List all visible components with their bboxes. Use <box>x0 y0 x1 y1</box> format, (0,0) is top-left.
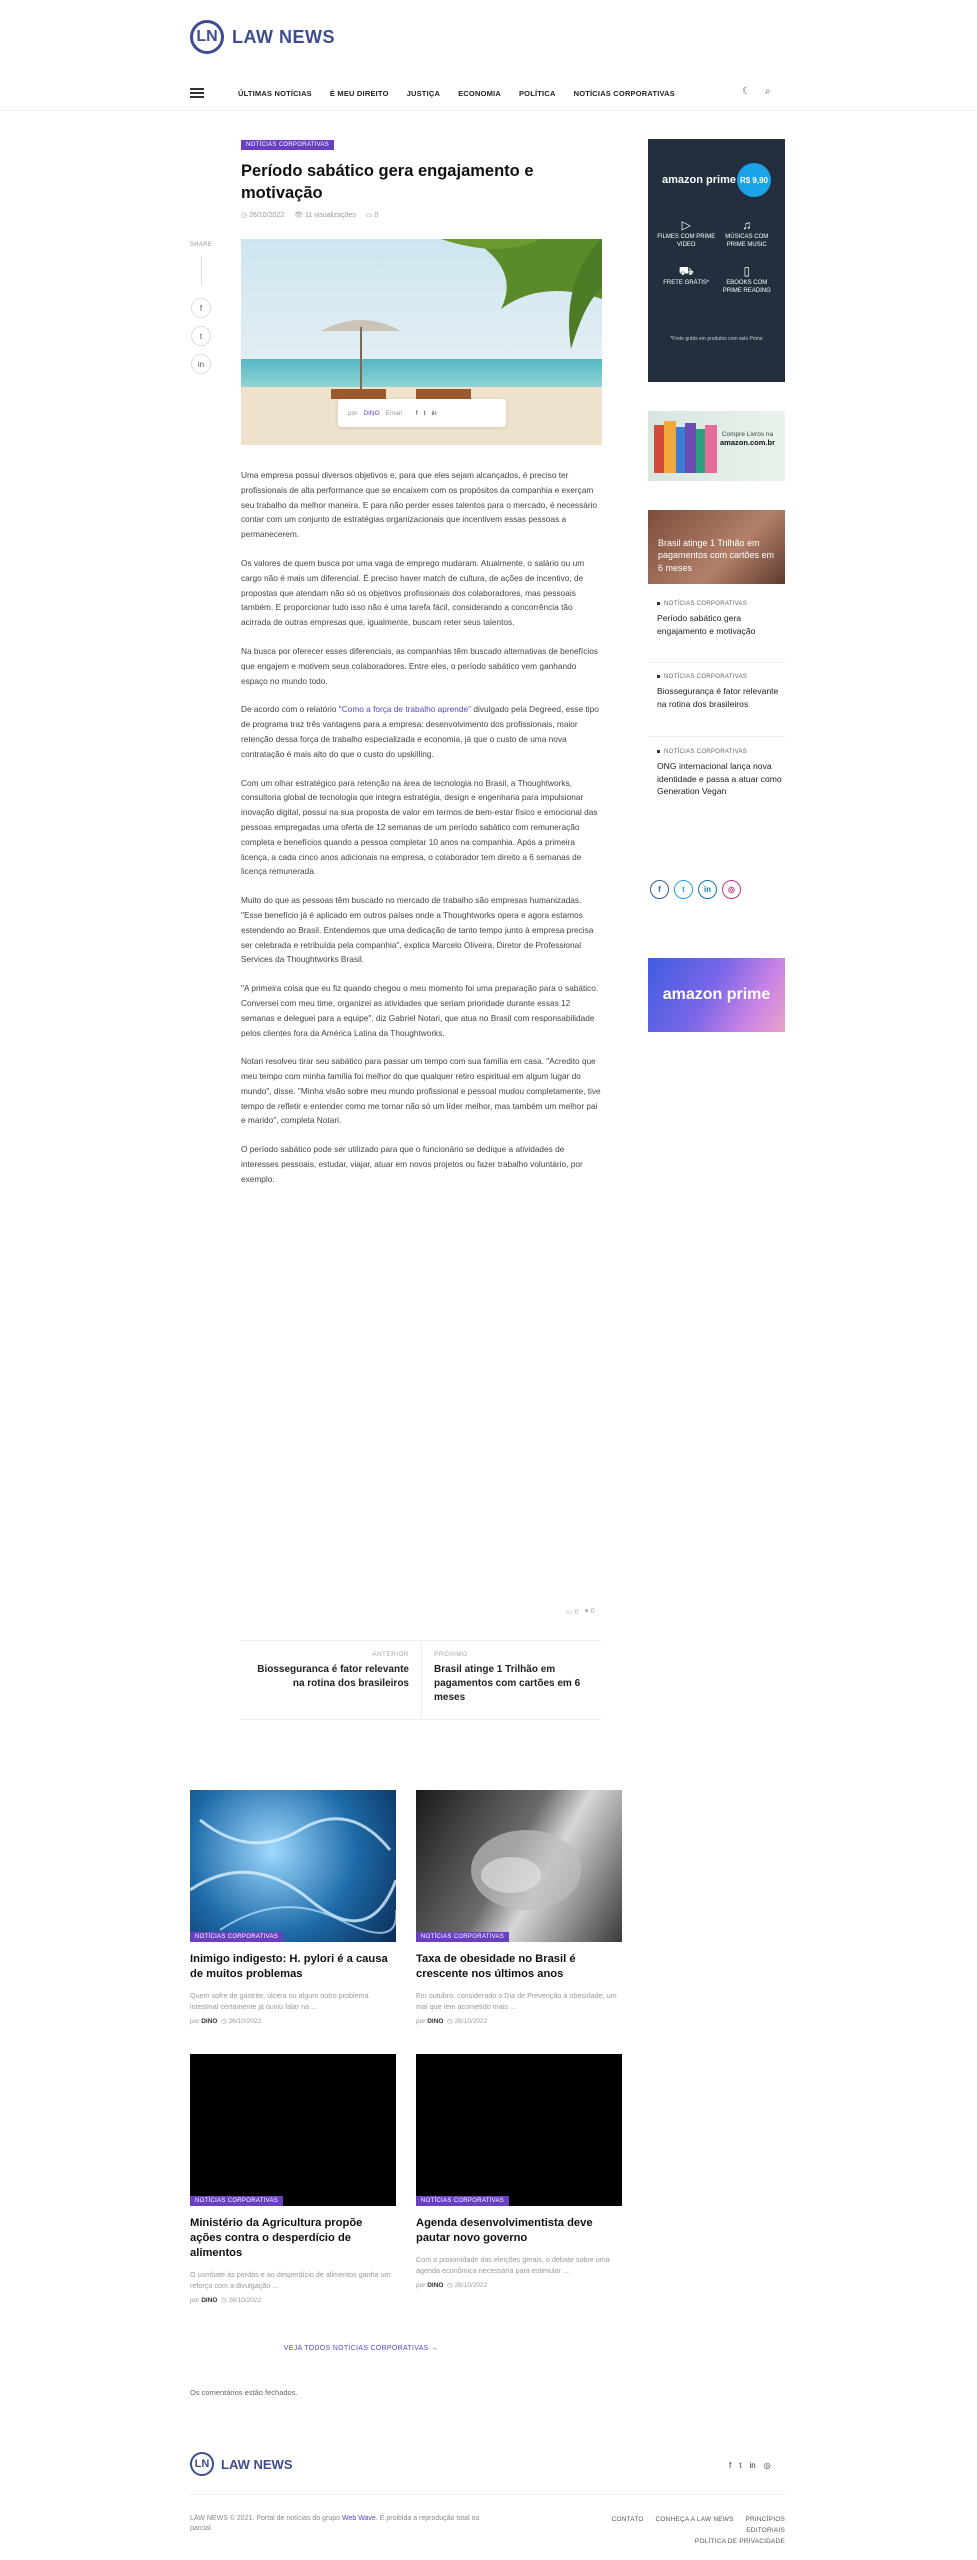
paragraph: Notari resolveu tirar seu sabático para passar um tempo com sua família em casa. "Acredito que meu tempo com minha família foi melhor do que qualquer retiro espiritual em algum lugar do mundo", disse. "Minha visão sobre meu mundo profissional e pessoal mudou completamente, tive tempo de refletir e entender como me tornar não só um líder melhor, mas também um melhor pai e marido", completa Notari. <box>241 1056 601 1126</box>
sidebar-post-title[interactable]: Período sabático gera engajamento e motivação <box>657 613 756 636</box>
paragraph: Uma empresa possui diversos objetivos e, para que eles sejam alcançados, é preciso ter profissionais de alta performance que se encaixem com os propósitos da companhia e exerçam seu trabalho da melhor maneira. E para não perder esses talentos para o mercado, é necessário contar com um conjunto de estratégias organizacionais que incentivem essas pessoas a permanecerem. <box>241 470 598 540</box>
nav-item-ultimas-noticias[interactable]: ÚLTIMAS NOTÍCIAS <box>238 88 312 98</box>
related-meta: por DINO ◷ 26/10/2022 <box>416 2282 488 2289</box>
share-sidebar <box>190 242 212 374</box>
featured-post[interactable] <box>648 510 785 584</box>
play-icon: ▷ <box>681 218 691 232</box>
ad-feature: ▷ FILMES COM PRIME VIDEO <box>657 218 716 248</box>
paragraph: "A primeira coisa que eu fiz quando chegou o meu momento foi uma preparação para o sabático. Conversei com meu time, organizei as atividades que seriam prioridade durante essas 12 semanas e deleguei para a equipe", diz Gabriel Notari, que atua no Brasil com responsabilidade pelos clientes fora da América Latina da Thoughtworks. <box>241 983 599 1038</box>
footer-social <box>729 2461 771 2470</box>
divider <box>648 736 785 737</box>
facebook-icon[interactable]: f <box>729 2461 732 2470</box>
share-label: SHARE <box>189 242 213 248</box>
category-badge[interactable]: NOTÍCIAS CORPORATIVAS <box>416 2196 509 2206</box>
instagram-icon[interactable]: ◎ <box>763 2461 771 2470</box>
category-badge[interactable]: NOTÍCIAS CORPORATIVAS <box>190 1932 283 1942</box>
related-image[interactable] <box>416 1790 622 1942</box>
ad-header <box>648 139 785 197</box>
logo-mark-icon: LN <box>190 2452 214 2476</box>
caption-by: por <box>348 409 358 417</box>
related-author[interactable]: DINO <box>201 2297 218 2304</box>
nav-item-e-meu-direito[interactable]: É MEU DIREITO <box>329 88 389 98</box>
related-author[interactable]: DINO <box>427 2018 444 2025</box>
ad-feature: ▯ EBOOKS COM PRIME READING <box>717 267 778 295</box>
comment-icon[interactable]: ▭ 0 <box>566 1609 579 1616</box>
amazon-prime-banner[interactable]: amazon prime <box>648 958 785 1032</box>
paragraph: Muito do que as pessoas têm buscado no mercado de trabalho são empresas humanizadas. "Esse benefício já é aplicado em outros países onde a Thoughtworks opera e agora estamos estendendo ao Brasil. Entendemos que uma dedicação de tanto tempo junto à empresa precisa ser celebrada e retribuída pela companhia", explica Marcelo Oliveira, Diretor de Professional Services da Thoughtworks Brasil. <box>241 895 594 965</box>
related-card[interactable] <box>190 1790 396 2025</box>
sidebar-post-category[interactable]: NOTÍCIAS CORPORATIVAS <box>657 749 785 755</box>
search-icon[interactable]: ⌕ <box>764 86 771 97</box>
related-author[interactable]: DINO <box>201 2018 218 2025</box>
report-link[interactable]: "Como a força de trabalho aprende" <box>338 704 472 715</box>
ebook-icon: ▯ <box>743 264 751 278</box>
image-caption-bar <box>338 399 506 427</box>
date: ◷ 26/10/2022 <box>241 212 285 219</box>
footer-link-privacidade[interactable]: POLÍTICA DE PRIVACIDADE <box>694 2538 785 2545</box>
footer-link-principios[interactable]: PRINCÍPIOS EDITORIAIS <box>745 2516 785 2534</box>
main-nav <box>190 82 780 104</box>
related-title[interactable]: Inimigo indigesto: H. pylori é a causa de muitos problemas <box>190 1953 388 1980</box>
site-logo[interactable] <box>190 20 335 54</box>
nav-item-economia[interactable]: ECONOMIA <box>458 88 501 98</box>
article-body <box>241 468 602 1201</box>
twitter-icon[interactable]: t <box>739 2461 742 2470</box>
featured-title[interactable]: Brasil atinge 1 Trilhão em pagamentos com cartões em 6 meses <box>658 537 775 573</box>
related-excerpt: Com a proximidade das eleições gerais, o debate sobre uma agenda econômica necessária para estimular ... <box>416 2255 610 2275</box>
related-image[interactable] <box>190 1790 396 1942</box>
see-all-link[interactable]: VEJA TODOS NOTÍCIAS CORPORATIVAS → <box>283 2345 439 2352</box>
category-badge[interactable]: NOTÍCIAS CORPORATIVAS <box>416 1932 509 1942</box>
footer-divider <box>190 2494 785 2495</box>
related-card[interactable] <box>190 2054 396 2304</box>
related-meta: por DINO ◷ 26/10/2022 <box>190 2018 262 2025</box>
related-card[interactable] <box>416 1790 622 2025</box>
related-image[interactable] <box>416 2054 622 2206</box>
amazon-prime-ad[interactable] <box>648 139 785 382</box>
comment-count[interactable]: ▭ 0 <box>365 212 379 219</box>
twitter-icon[interactable]: t <box>423 409 426 417</box>
like-icon[interactable]: ♥ 0 <box>584 1608 595 1615</box>
footer-link-conheca[interactable]: CONHEÇA A LAW NEWS <box>655 2516 734 2523</box>
paragraph: De acordo com o relatório "Como a força de trabalho aprende" divulgado pela Degreed, esse tipo de programa traz três vantagens para a empresa: desenvolvimento dos profissionais, maior retenção dessa força de trabalho especializada e economia, já que o custo de uma nova contratação é mais alto do que o custo do upskilling. <box>241 704 599 759</box>
divider <box>648 662 785 663</box>
social-links <box>650 880 741 899</box>
views: 👁 11 visualizações <box>294 212 356 219</box>
footer-links <box>566 2514 785 2547</box>
related-title[interactable]: Ministério da Agricultura propõe ações contra o desperdício de alimentos <box>190 2217 363 2259</box>
next-title[interactable]: Brasil atinge 1 Trilhão em pagamentos com cartões em 6 meses <box>434 1664 581 1703</box>
amazon-books-ad[interactable] <box>648 411 785 481</box>
comments-closed-note: Os comentários estão fechados. <box>190 2388 298 2397</box>
post-reactions <box>566 1608 594 1616</box>
category-badge[interactable]: NOTÍCIAS CORPORATIVAS <box>241 140 334 150</box>
header-divider <box>0 110 977 111</box>
related-excerpt: Em outubro, considerado o Dia de Prevenção à obesidade, um mal que tem acometido mais ... <box>416 1991 617 2011</box>
logo-text: LAW NEWS <box>232 26 335 47</box>
nav-item-noticias-corporativas[interactable]: NOTÍCIAS CORPORATIVAS <box>573 88 676 98</box>
related-meta: por DINO ◷ 26/10/2022 <box>416 2018 488 2025</box>
related-title[interactable]: Agenda desenvolvimentista deve pautar novo governo <box>416 2217 593 2244</box>
caption-author[interactable]: DINO <box>363 409 380 417</box>
ad-feature: ♫ MÚSICAS COM PRIME MUSIC <box>717 221 778 249</box>
sidebar-post[interactable] <box>657 749 785 798</box>
twitter-icon[interactable]: t <box>674 880 693 899</box>
facebook-icon[interactable]: f <box>650 880 669 899</box>
facebook-icon[interactable]: f <box>191 298 211 318</box>
related-image[interactable] <box>190 2054 396 2206</box>
next-post-link[interactable] <box>422 1641 602 1719</box>
related-excerpt: O combate às perdas e ao desperdício de alimentos ganha um reforço com a divulgação ... <box>190 2270 391 2290</box>
linkedin-icon[interactable]: in <box>698 880 717 899</box>
ad-brand: amazon prime <box>662 174 736 186</box>
related-excerpt: Quem sofre de gastrite, úlcera ou algum outro problema intestinal certamente já ouviu falar na ... <box>190 1991 369 2011</box>
nav-item-politica[interactable]: POLÍTICA <box>518 88 556 98</box>
paragraph: Os valores de quem busca por uma vaga de emprego mudaram. Atualmente, o salário ou um cargo não é mais um diferencial. É preciso haver match de cultura, de ações de incentivo, de propostas que atendam não só os objetivos profissionais dos colaboradores, mas pessoais também. E proporcionar tudo isso não é uma tarefa fácil, considerando a concorrência tão acirrada de outras empresas que, igualmente, buscam reter seus talentos. <box>241 557 585 628</box>
facebook-icon[interactable]: f <box>415 409 418 417</box>
caption-email[interactable]: Email <box>385 409 402 417</box>
ad-feature: ⛟ FRETE GRÁTIS* <box>656 267 717 295</box>
footer-logo[interactable] <box>190 2452 293 2476</box>
sidebar-post-category[interactable]: NOTÍCIAS CORPORATIVAS <box>657 601 785 607</box>
logo-mark-icon: LN <box>190 20 224 54</box>
footer-logo-text: LAW NEWS <box>221 2456 293 2472</box>
related-card[interactable] <box>416 2054 622 2289</box>
prev-label: ANTERIOR <box>372 1651 409 1658</box>
paragraph: Na busca por oferecer esses diferenciais, as companhias têm buscado alternativas de benefícios que engajem e motivem seus colaboradores. Entre eles, o período sabático vem ganhando espaço no mundo todo. <box>241 645 598 686</box>
twitter-icon[interactable]: t <box>191 326 211 346</box>
moon-icon[interactable]: ☾ <box>742 86 751 97</box>
related-title[interactable]: Taxa de obesidade no Brasil é crescente nos últimos anos <box>416 1953 576 1980</box>
web-wave-link[interactable]: Web Wave <box>341 2515 376 2522</box>
next-label: PRÓXIMO <box>434 1651 468 1658</box>
linkedin-icon[interactable]: in <box>431 409 437 417</box>
article-title: Período sabático gera engajamento e motivação <box>241 162 534 202</box>
header-tools <box>742 86 771 97</box>
ad-footnote: *Frete grátis em produtos com selo Prime <box>670 336 763 342</box>
paragraph: O período sabático pode ser utilizado para que o funcionário se dedique a atividades de interesses pessoais, estudar, viajar, atuar em novos projetos ou fazer trabalho voluntário, por exemplo. <box>241 1144 583 1184</box>
copyright: LAW NEWS © 2021. Portal de notícias do grupo Web Wave. É proibida a reprodução total ou parcial. <box>190 2515 480 2532</box>
post-navigation <box>241 1640 602 1720</box>
books-ad-text: Compre Livros na amazon.com.br <box>719 431 775 447</box>
prev-title[interactable]: Biosseguranca é fator relevante na rotina dos brasileiros <box>257 1664 409 1689</box>
prev-post-link[interactable] <box>241 1641 422 1719</box>
truck-icon: ⛟ <box>678 264 694 278</box>
paragraph: Com um olhar estratégico para retenção na área de tecnologia no Brasil, a Thoughtworks, consultoria global de tecnologia que integra estratégia, design e engenharia para impulsionar inovação digital, possui na sua proposta de valor em termos de bem-estar físico e emocional das pessoas empregadas uma oferta de 12 semanas de um período sabático com remuneração completa e benefícios quando a pessoa completar 10 anos na companhia. Após a primeira licença, a cada cinco anos adicionais na empresa, o colaborador tem direito a 6 semanas de licença remunerada. <box>241 777 598 877</box>
related-meta: por DINO ◷ 26/10/2022 <box>190 2297 262 2304</box>
sidebar-post[interactable] <box>657 601 785 637</box>
category-badge[interactable]: NOTÍCIAS CORPORATIVAS <box>190 2196 283 2206</box>
sidebar-post-title[interactable]: ONG internacional lança nova identidade e passa a atuar como Generation Vegan <box>657 761 782 796</box>
sidebar-post-title[interactable]: Biossegurança é fator relevante na rotina dos brasileiros <box>657 686 779 709</box>
article-meta <box>241 211 378 219</box>
linkedin-icon[interactable]: in <box>749 2461 756 2470</box>
sidebar-post-category[interactable]: NOTÍCIAS CORPORATIVAS <box>657 674 785 680</box>
sidebar-post[interactable] <box>657 674 785 710</box>
linkedin-icon[interactable]: in <box>191 354 211 374</box>
headphones-icon: ♫ <box>742 218 752 232</box>
footer-link-contato[interactable]: CONTATO <box>611 2516 644 2523</box>
nav-item-justica[interactable]: JUSTIÇA <box>406 88 441 98</box>
instagram-icon[interactable]: ◎ <box>722 880 741 899</box>
ad-price: R$ 9,90 <box>737 163 771 197</box>
hamburger-icon[interactable] <box>190 88 204 98</box>
share-divider <box>201 256 202 286</box>
related-author[interactable]: DINO <box>427 2282 444 2289</box>
